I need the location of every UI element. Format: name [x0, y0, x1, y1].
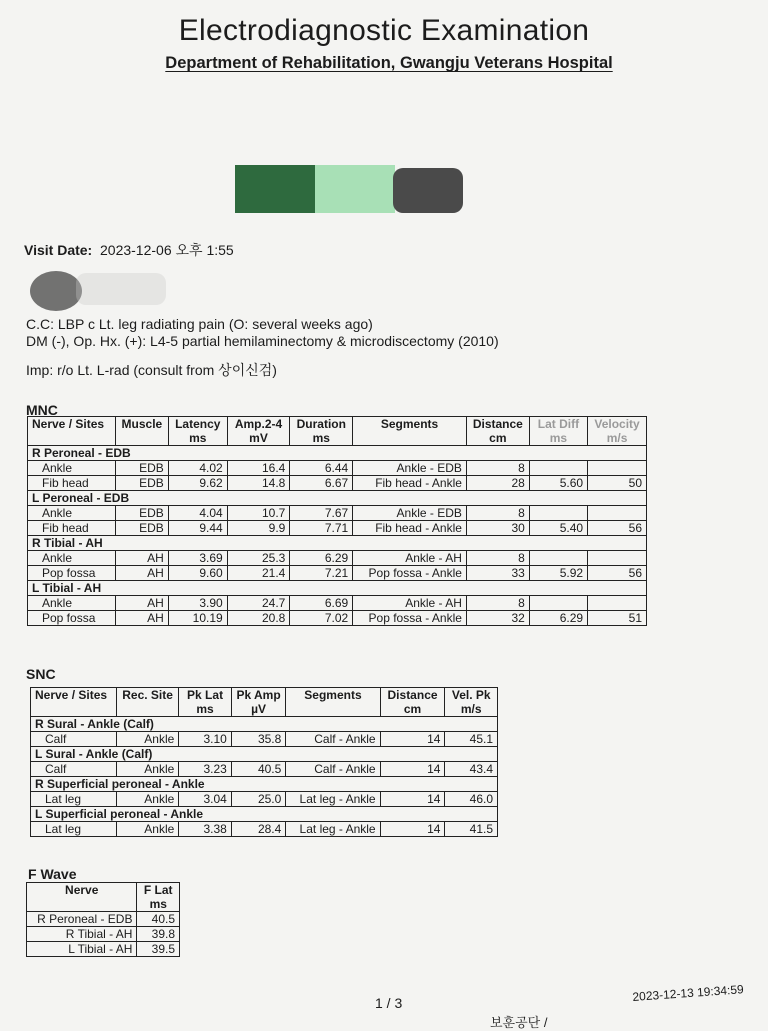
fwave-data-row — [27, 912, 180, 927]
snc-data-row-site: Calf — [31, 732, 117, 747]
mnc-header: Segments — [353, 417, 467, 446]
mnc-data-row-amp: 24.7 — [227, 596, 290, 611]
mnc-data-row-segment: Fib head - Ankle — [353, 521, 467, 536]
mnc-data-row-duration: 6.29 — [290, 551, 353, 566]
mnc-data-row — [28, 476, 647, 491]
mnc-data-row-latdiff — [529, 506, 587, 521]
mnc-header: Distance cm — [466, 417, 529, 446]
mnc-data-row-amp: 9.9 — [227, 521, 290, 536]
mnc-data-row-duration: 7.67 — [290, 506, 353, 521]
fwave-data-row-nerve: L Tibial - AH — [27, 942, 137, 957]
snc-data-row-site: Lat leg — [31, 822, 117, 837]
snc-data-row-pklat: 3.38 — [179, 822, 231, 837]
footer-fragment: 보훈공단 / — [490, 1015, 548, 1030]
mnc-group-row-label: L Peroneal - EDB — [28, 491, 647, 506]
mnc-data-row-latdiff: 5.60 — [529, 476, 587, 491]
snc-data-row-rec: Ankle — [116, 732, 178, 747]
fwave-data-row-flat: 40.5 — [137, 912, 180, 927]
mnc-data-row-segment: Ankle - EDB — [353, 461, 467, 476]
mnc-data-row-site: Ankle — [28, 596, 116, 611]
fwave-header-row — [27, 883, 180, 912]
snc-data-row-pklat: 3.10 — [179, 732, 231, 747]
mnc-data-row-duration: 6.67 — [290, 476, 353, 491]
snc-data-row-vel: 43.4 — [445, 762, 498, 777]
snc-header-row — [31, 688, 498, 717]
mnc-data-row-site: Ankle — [28, 461, 116, 476]
mnc-data-row-latdiff: 6.29 — [529, 611, 587, 626]
snc-data-row-rec: Ankle — [116, 822, 178, 837]
mnc-data-row-latency: 10.19 — [168, 611, 227, 626]
mnc-data-row — [28, 461, 647, 476]
snc-data-row-rec: Ankle — [116, 762, 178, 777]
snc-group-row — [31, 777, 498, 792]
snc-data-row-distance: 14 — [380, 732, 445, 747]
snc-header: Distance cm — [380, 688, 445, 717]
snc-header: Pk Lat ms — [179, 688, 231, 717]
medical-history: DM (-), Op. Hx. (+): L4-5 partial hemilaminectomy & microdiscectomy (2010) — [26, 333, 499, 349]
mnc-data-row-latency: 9.60 — [168, 566, 227, 581]
mnc-data-row-duration: 7.02 — [290, 611, 353, 626]
mnc-data-row-latency: 4.04 — [168, 506, 227, 521]
snc-data-row-pklat: 3.04 — [179, 792, 231, 807]
mnc-data-row-distance: 32 — [466, 611, 529, 626]
document-title: Electrodiagnostic Examination — [178, 14, 590, 47]
mnc-data-row-latency: 9.62 — [168, 476, 227, 491]
mnc-data-row-latdiff: 5.40 — [529, 521, 587, 536]
mnc-data-row-muscle: AH — [115, 551, 168, 566]
mnc-data-row — [28, 506, 647, 521]
mnc-data-row-velocity: 56 — [588, 566, 647, 581]
mnc-data-row-distance: 8 — [466, 506, 529, 521]
fwave-data-row-flat: 39.8 — [137, 927, 180, 942]
mnc-data-row-site: Fib head — [28, 476, 116, 491]
mnc-data-row-duration: 6.44 — [290, 461, 353, 476]
mnc-data-row-velocity — [588, 461, 647, 476]
fwave-data-row — [27, 927, 180, 942]
snc-data-row — [31, 732, 498, 747]
snc-data-row-distance: 14 — [380, 792, 445, 807]
snc-data-row-vel: 45.1 — [445, 732, 498, 747]
mnc-data-row-site: Ankle — [28, 506, 116, 521]
snc-group-row-label: R Superficial peroneal - Ankle — [31, 777, 498, 792]
snc-section-label: SNC — [26, 666, 56, 682]
mnc-header-row — [28, 417, 647, 446]
chief-complaint: C.C: LBP c Lt. leg radiating pain (O: several weeks ago) — [26, 316, 373, 332]
mnc-data-row — [28, 566, 647, 581]
mnc-data-row-amp: 14.8 — [227, 476, 290, 491]
mnc-table — [27, 416, 647, 626]
mnc-data-row-latdiff — [529, 596, 587, 611]
mnc-data-row-segment: Ankle - AH — [353, 551, 467, 566]
mnc-group-row-label: L Tibial - AH — [28, 581, 647, 596]
snc-group-row-label: L Superficial peroneal - Ankle — [31, 807, 498, 822]
mnc-data-row-latdiff: 5.92 — [529, 566, 587, 581]
mnc-data-row-velocity — [588, 596, 647, 611]
mnc-data-row-site: Ankle — [28, 551, 116, 566]
mnc-data-row-amp: 20.8 — [227, 611, 290, 626]
mnc-data-row-amp: 16.4 — [227, 461, 290, 476]
mnc-group-row — [28, 446, 647, 461]
mnc-header: Duration ms — [290, 417, 353, 446]
snc-group-row — [31, 747, 498, 762]
mnc-group-row-label: R Peroneal - EDB — [28, 446, 647, 461]
snc-data-row-pkamp: 35.8 — [231, 732, 286, 747]
mnc-data-row-velocity — [588, 506, 647, 521]
fwave-data-row — [27, 942, 180, 957]
print-timestamp: 2023-12-13 19:34:59 — [632, 982, 745, 1004]
mnc-group-row — [28, 536, 647, 551]
mnc-data-row-segment: Pop fossa - Ankle — [353, 566, 467, 581]
mnc-data-row-muscle: AH — [115, 596, 168, 611]
snc-data-row — [31, 792, 498, 807]
mnc-data-row-latency: 4.02 — [168, 461, 227, 476]
mnc-data-row-distance: 28 — [466, 476, 529, 491]
fwave-data-row-flat: 39.5 — [137, 942, 180, 957]
mnc-header: Muscle — [115, 417, 168, 446]
mnc-data-row-site: Pop fossa — [28, 566, 116, 581]
mnc-data-row-distance: 33 — [466, 566, 529, 581]
snc-group-row — [31, 807, 498, 822]
mnc-header: Amp.2-4 mV — [227, 417, 290, 446]
mnc-data-row-muscle: AH — [115, 566, 168, 581]
redaction-block-id — [26, 265, 176, 313]
mnc-data-row-muscle: AH — [115, 611, 168, 626]
impression: Imp: r/o Lt. L-rad (consult from 상이신검) — [26, 362, 277, 378]
mnc-data-row-segment: Ankle - EDB — [353, 506, 467, 521]
snc-data-row-segment: Calf - Ankle — [286, 732, 380, 747]
mnc-data-row — [28, 596, 647, 611]
mnc-data-row-muscle: EDB — [115, 521, 168, 536]
mnc-data-row — [28, 521, 647, 536]
fwave-data-row-nerve: R Tibial - AH — [27, 927, 137, 942]
snc-group-row-label: R Sural - Ankle (Calf) — [31, 717, 498, 732]
mnc-data-row — [28, 551, 647, 566]
mnc-data-row-distance: 8 — [466, 551, 529, 566]
mnc-header: Nerve / Sites — [28, 417, 116, 446]
snc-data-row-pklat: 3.23 — [179, 762, 231, 777]
snc-header: Nerve / Sites — [31, 688, 117, 717]
mnc-data-row-latdiff — [529, 461, 587, 476]
mnc-data-row-segment: Pop fossa - Ankle — [353, 611, 467, 626]
fwave-header: F Lat ms — [137, 883, 180, 912]
mnc-data-row-distance: 30 — [466, 521, 529, 536]
redaction-block-name — [235, 165, 465, 215]
visit-date-value: 2023-12-06 오후 1:55 — [100, 242, 234, 258]
mnc-data-row-muscle: EDB — [115, 506, 168, 521]
mnc-data-row-latency: 9.44 — [168, 521, 227, 536]
mnc-data-row-duration: 7.21 — [290, 566, 353, 581]
mnc-data-row-latency: 3.90 — [168, 596, 227, 611]
snc-data-row-site: Calf — [31, 762, 117, 777]
snc-data-row-rec: Ankle — [116, 792, 178, 807]
mnc-data-row-velocity: 50 — [588, 476, 647, 491]
page-number: 1 / 3 — [375, 995, 403, 1011]
snc-data-row-pkamp: 25.0 — [231, 792, 286, 807]
mnc-data-row-amp: 10.7 — [227, 506, 290, 521]
department-name: Department of Rehabilitation, Gwangju Veterans Hospital — [165, 54, 613, 72]
mnc-data-row-velocity — [588, 551, 647, 566]
snc-data-row-vel: 41.5 — [445, 822, 498, 837]
fwave-data-row-nerve: R Peroneal - EDB — [27, 912, 137, 927]
mnc-data-row-velocity: 56 — [588, 521, 647, 536]
mnc-header: Velocity m/s — [588, 417, 647, 446]
snc-header: Rec. Site — [116, 688, 178, 717]
fwave-table — [26, 882, 180, 957]
snc-data-row-segment: Lat leg - Ankle — [286, 792, 380, 807]
fwave-header: Nerve — [27, 883, 137, 912]
mnc-data-row-distance: 8 — [466, 596, 529, 611]
mnc-section-label: MNC — [26, 402, 58, 418]
mnc-data-row-muscle: EDB — [115, 476, 168, 491]
mnc-group-row — [28, 581, 647, 596]
snc-header: Vel. Pk m/s — [445, 688, 498, 717]
mnc-data-row-segment: Fib head - Ankle — [353, 476, 467, 491]
snc-data-row-site: Lat leg — [31, 792, 117, 807]
mnc-group-row-label: R Tibial - AH — [28, 536, 647, 551]
snc-data-row-distance: 14 — [380, 762, 445, 777]
mnc-data-row-latdiff — [529, 551, 587, 566]
snc-header: Pk Amp µV — [231, 688, 286, 717]
mnc-data-row-duration: 7.71 — [290, 521, 353, 536]
snc-data-row-pkamp: 40.5 — [231, 762, 286, 777]
mnc-data-row-distance: 8 — [466, 461, 529, 476]
snc-data-row — [31, 762, 498, 777]
mnc-data-row-duration: 6.69 — [290, 596, 353, 611]
snc-data-row-pkamp: 28.4 — [231, 822, 286, 837]
snc-table — [30, 687, 498, 837]
mnc-data-row-segment: Ankle - AH — [353, 596, 467, 611]
visit-date — [24, 240, 234, 260]
snc-data-row — [31, 822, 498, 837]
mnc-data-row-site: Pop fossa — [28, 611, 116, 626]
mnc-data-row-amp: 21.4 — [227, 566, 290, 581]
snc-data-row-segment: Lat leg - Ankle — [286, 822, 380, 837]
mnc-data-row-velocity: 51 — [588, 611, 647, 626]
snc-data-row-segment: Calf - Ankle — [286, 762, 380, 777]
snc-data-row-vel: 46.0 — [445, 792, 498, 807]
mnc-data-row-site: Fib head — [28, 521, 116, 536]
mnc-data-row-latency: 3.69 — [168, 551, 227, 566]
snc-group-row-label: L Sural - Ankle (Calf) — [31, 747, 498, 762]
mnc-data-row — [28, 611, 647, 626]
visit-date-label: Visit Date: — [24, 242, 93, 258]
mnc-data-row-muscle: EDB — [115, 461, 168, 476]
mnc-header: Lat Diff ms — [529, 417, 587, 446]
snc-data-row-distance: 14 — [380, 822, 445, 837]
mnc-header: Latency ms — [168, 417, 227, 446]
snc-header: Segments — [286, 688, 380, 717]
fwave-section-label: F Wave — [28, 866, 77, 882]
mnc-group-row — [28, 491, 647, 506]
mnc-data-row-amp: 25.3 — [227, 551, 290, 566]
snc-group-row — [31, 717, 498, 732]
